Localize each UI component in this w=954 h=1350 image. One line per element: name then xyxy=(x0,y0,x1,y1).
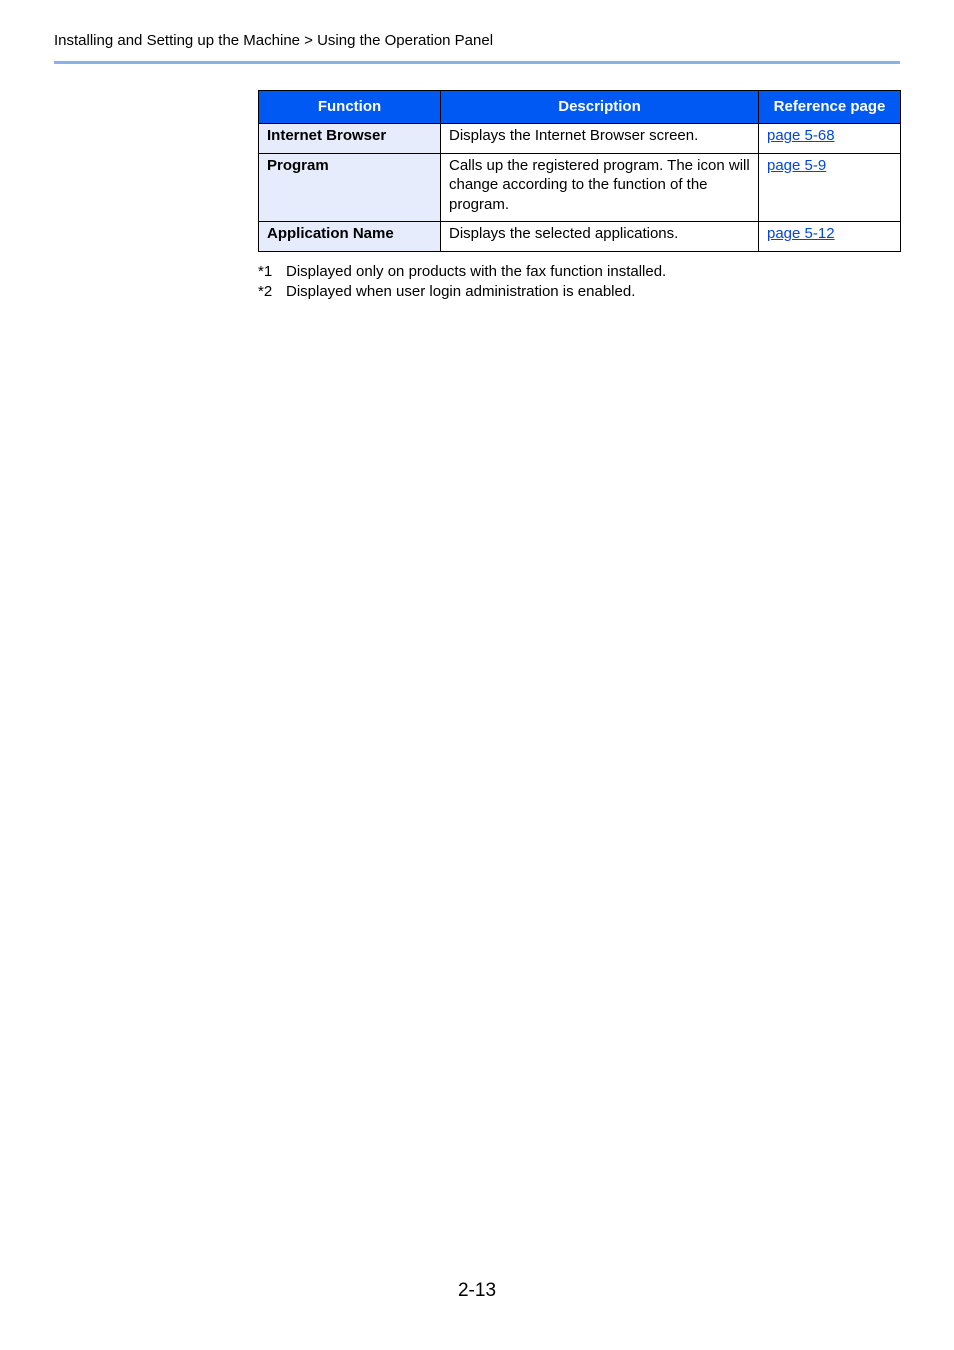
table-header-row xyxy=(259,91,901,124)
column-header-description: Description xyxy=(441,91,759,124)
footnote-mark: *2 xyxy=(258,282,273,300)
function-reference-table xyxy=(258,90,901,252)
footnote xyxy=(258,282,666,302)
footnotes xyxy=(258,262,666,301)
column-header-function: Function xyxy=(259,91,441,124)
footnote xyxy=(258,262,666,282)
reference-link-program[interactable]: page 5-9 xyxy=(767,156,827,174)
function-cell: Internet Browser xyxy=(259,124,441,154)
description-cell: Displays the Internet Browser screen. xyxy=(441,124,759,154)
column-header-reference-page: Reference page xyxy=(759,91,901,124)
header-divider xyxy=(54,61,900,64)
reference-cell xyxy=(759,124,901,154)
description-cell: Calls up the registered program. The icon will change according to the function of the program. xyxy=(441,153,759,222)
reference-link-application-name[interactable]: page 5-12 xyxy=(767,225,835,242)
table-row xyxy=(259,124,901,154)
page-number: 2-13 xyxy=(457,1280,497,1301)
description-cell: Displays the selected applications. xyxy=(441,222,759,252)
footnote-text: Displayed only on products with the fax function installed. xyxy=(286,263,667,280)
function-cell: Program xyxy=(259,153,441,222)
table-row xyxy=(259,222,901,252)
reference-cell xyxy=(759,222,901,252)
function-cell: Application Name xyxy=(259,222,441,252)
reference-cell xyxy=(759,153,901,222)
table-row xyxy=(259,153,901,222)
reference-link-internet-browser[interactable]: page 5-68 xyxy=(767,127,835,144)
footnote-mark: *1 xyxy=(258,263,273,280)
footnote-text: Displayed when user login administration is enabled. xyxy=(286,282,636,300)
breadcrumb: Installing and Setting up the Machine > Using the Operation Panel xyxy=(54,32,494,49)
